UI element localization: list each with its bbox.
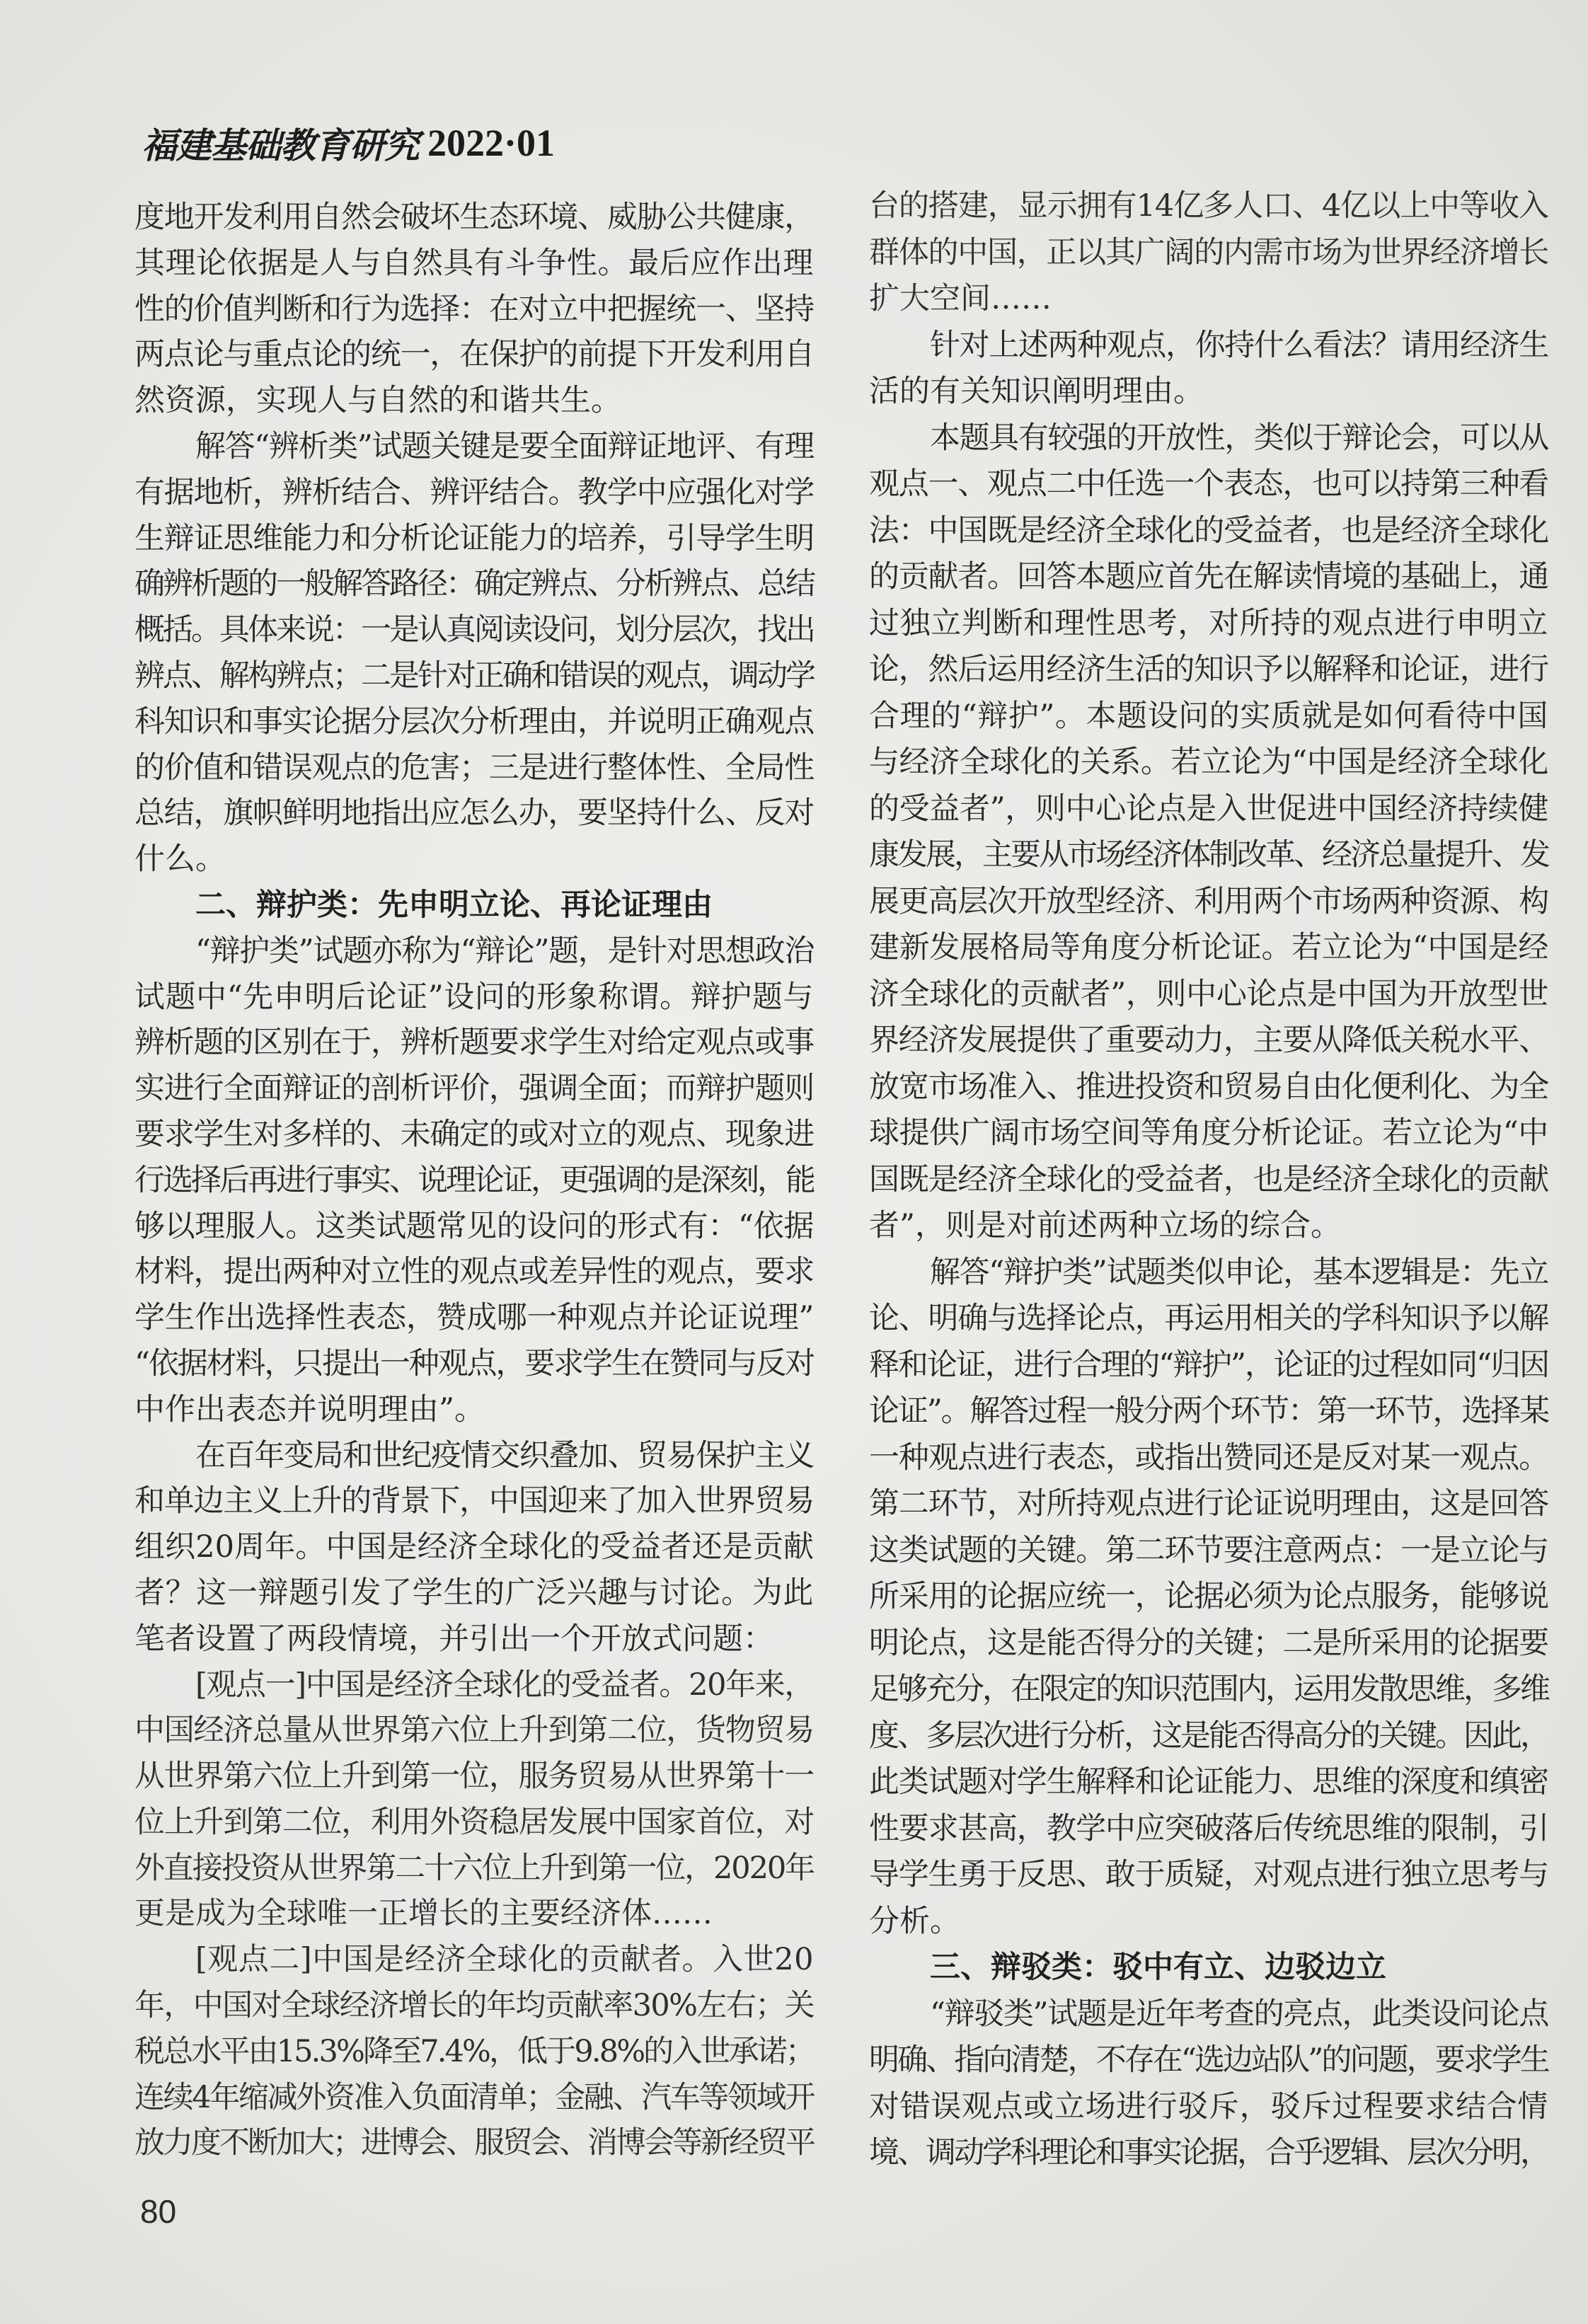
text-line: 建新发展格局等角度分析论证。若立论为“中国是经	[869, 930, 1548, 965]
body-paragraph	[134, 424, 814, 882]
text-line: 康发展，主要从市场经济体制改革、经济总量提升、发	[869, 837, 1548, 873]
section-heading	[134, 882, 814, 928]
text-line: 确辨析题的一般解答路径：确定辨点、分析辨点、总结	[134, 566, 814, 602]
text-line: 论，然后运用经济生活的知识予以解释和论证，进行	[869, 652, 1548, 687]
text-line: 中作出表态并说明理由”。	[134, 1391, 485, 1427]
text-line: 放力度不断加大；进博会、服贸会、消博会等新经贸平	[134, 2125, 814, 2161]
text-line: 活的有关知识阐明理由。	[869, 374, 1204, 409]
text-line: 本题具有较强的开放性，类似于辩论会，可以从	[930, 420, 1548, 456]
section-heading	[869, 1945, 1548, 1991]
text-line: 国既是经济全球化的受益者，也是经济全球化的贡献	[869, 1161, 1548, 1197]
section-heading-text: 二、辩护类：先申明立论、再论证理由	[195, 887, 713, 923]
text-line: 笔者设置了两段情境，并引出一个开放式问题：	[134, 1621, 773, 1657]
text-line: 法：中国既是经济全球化的受益者，也是经济全球化	[869, 512, 1548, 548]
text-line: 解答“辩护类”试题类似申论，基本逻辑是：先立	[930, 1254, 1548, 1290]
text-line: 合理的“辩护”。本题设问的实质就是如何看待中国	[869, 698, 1548, 734]
text-line: “辩驳类”试题是近年考查的亮点，此类设问论点	[930, 1996, 1548, 2032]
text-line: 总结，旗帜鲜明地指出应怎么办，要坚持什么、反对	[134, 795, 814, 832]
text-line: 从世界第六位上升到第一位，服务贸易从世界第十一	[134, 1759, 814, 1795]
text-line: “依据材料，只提出一种观点，要求学生在赞同与反对	[134, 1345, 814, 1381]
body-paragraph	[869, 1991, 1548, 2177]
text-line: 试题中“先申明后论证”设问的形象称谓。辩护题与	[134, 979, 814, 1015]
text-line: 年，中国对全球经济增长的年均贡献率30%左右；关	[134, 1988, 814, 2024]
text-line: 针对上述两种观点，你持什么看法？请用经济生	[930, 327, 1548, 363]
text-line: 什么。	[134, 841, 226, 878]
text-line: 解答“辨析类”试题关键是要全面辩证地评、有理	[195, 428, 814, 464]
body-paragraph	[869, 415, 1548, 1250]
text-line: 度、多层次进行分析，这是能否得高分的关键。因此，	[869, 1718, 1548, 1754]
text-line: 观点一、观点二中任选一个表态，也可以持第三种看	[869, 466, 1548, 502]
text-line: 税总水平由15.3%降至7.4%，低于9.8%的入世承诺；	[134, 2033, 814, 2069]
text-line: 位上升到第二位，利用外资稳居发展中国家首位，对	[134, 1804, 814, 1840]
text-line: 连续4年缩减外资准入负面清单；金融、汽车等领域开	[134, 2079, 814, 2115]
viewpoint-quote	[134, 1937, 814, 2166]
text-line: 概括。具体来说：一是认真阅读设问，划分层次，找出	[134, 612, 814, 648]
text-line: 明确、指向清楚，不存在“选边站队”的问题，要求学生	[869, 2042, 1548, 2078]
text-line: [观点一]中国是经济全球化的受益者。20年来，	[195, 1667, 814, 1703]
text-line: 分析。	[869, 1903, 960, 1939]
page-number: 80	[140, 2193, 177, 2230]
body-paragraph	[869, 1250, 1548, 1945]
text-line: 球提供广阔市场空间等角度分析论证。若立论为“中	[869, 1115, 1548, 1151]
text-line: 境、调动学科理论和事实论据，合乎逻辑、层次分明，	[869, 2135, 1548, 2170]
text-line: 和单边主义上升的背景下，中国迎来了加入世界贸易	[134, 1483, 814, 1519]
text-line: 论、明确与选择论点，再运用相关的学科知识予以解	[869, 1301, 1548, 1336]
text-line: 放宽市场准入、推进投资和贸易自由化便利化、为全	[869, 1069, 1548, 1105]
text-line: 群体的中国，正以其广阔的内需市场为世界经济增长	[869, 234, 1548, 270]
text-line: 导学生勇于反思、敢于质疑，对观点进行独立思考与	[869, 1857, 1548, 1892]
right-column	[869, 183, 1548, 2177]
text-line: 材料，提出两种对立性的观点或差异性的观点，要求	[134, 1254, 814, 1290]
text-line: 行选择后再进行事实、说理论证，更强调的是深刻，能	[134, 1162, 814, 1198]
journal-title: 福建基础教育研究	[142, 125, 419, 166]
text-line: 的价值和错误观点的危害；三是进行整体性、全局性	[134, 749, 814, 786]
text-line: 此类试题对学生解释和论证能力、思维的深度和缜密	[869, 1764, 1548, 1800]
text-line: 辨点、解构辨点；二是针对正确和错误的观点，调动学	[134, 657, 814, 694]
text-line: 然资源，实现人与自然的和谐共生。	[134, 383, 621, 419]
issue-number: 2022·01	[427, 122, 556, 164]
text-line: 所采用的论据应统一，论据必须为论点服务，能够说	[869, 1579, 1548, 1614]
text-line: 的受益者”，则中心论点是入世促进中国经济持续健	[869, 790, 1548, 827]
text-line: 辨析题的区别在于，辨析题要求学生对给定观点或事	[134, 1025, 814, 1061]
text-line: 足够充分，在限定的知识范围内，运用发散思维，多维	[869, 1672, 1548, 1707]
text-line: [观点二]中国是经济全球化的贡献者。入世20	[195, 1942, 814, 1978]
text-line: 界经济发展提供了重要动力，主要从降低关税水平、	[869, 1023, 1548, 1058]
text-line: 性要求甚高，教学中应突破落后传统思维的限制，引	[869, 1810, 1548, 1846]
text-line: 度地开发利用自然会破坏生态环境、威胁公共健康，	[134, 200, 814, 235]
text-line: 两点论与重点论的统一，在保护的前提下开发利用自	[134, 337, 814, 373]
text-line: 与经济全球化的关系。若立论为“中国是经济全球化	[869, 744, 1548, 780]
text-line: 有据地析，辨析结合、辨评结合。教学中应强化对学	[134, 474, 814, 510]
text-line: 中国经济总量从世界第六位上升到第二位，货物贸易	[134, 1713, 814, 1749]
text-line: 实进行全面辩证的剖析评价，强调全面；而辩护题则	[134, 1071, 814, 1107]
text-line: 过独立判断和理性思考，对所持的观点进行申明立	[869, 605, 1548, 641]
text-line: “辩护类”试题亦称为“辩论”题，是针对思想政治	[195, 933, 814, 969]
body-paragraph-continued	[134, 195, 814, 424]
text-line: 组织20周年。中国是经济全球化的受益者还是贡献	[134, 1529, 814, 1565]
text-line: 的贡献者。回答本题应首先在解读情境的基础上，通	[869, 559, 1548, 594]
text-line: 释和论证，进行合理的“辩护”，论证的过程如同“归因	[869, 1347, 1548, 1383]
text-line: 济全球化的贡献者”，则中心论点是中国为开放型世	[869, 976, 1548, 1012]
text-line: 更是成为全球唯一正增长的主要经济体……	[134, 1896, 713, 1932]
section-heading-text: 三、辩驳类：驳中有立、边驳边立	[930, 1950, 1386, 1985]
body-paragraph	[134, 1433, 814, 1662]
running-header	[142, 113, 555, 173]
text-line: 外直接投资从世界第二十六位上升到第一位，2020年	[134, 1850, 814, 1886]
text-line: 这类试题的关键。第二环节要注意两点：一是立论与	[869, 1532, 1548, 1568]
text-line: 在百年变局和世纪疫情交织叠加、贸易保护主义	[195, 1437, 814, 1473]
text-line: 其理论依据是人与自然具有斗争性。最后应作出理	[134, 245, 814, 281]
left-column	[134, 195, 814, 2166]
body-paragraph	[869, 323, 1548, 415]
text-line: 论证”。解答过程一般分两个环节：第一环节，选择某	[869, 1393, 1548, 1429]
text-line: 者”，则是对前述两种立场的综合。	[869, 1208, 1341, 1243]
text-line: 生辩证思维能力和分析论证能力的培养，引导学生明	[134, 520, 814, 556]
text-line: 够以理服人。这类试题常见的设问的形式有：“依据	[134, 1208, 814, 1244]
body-paragraph	[134, 928, 814, 1433]
viewpoint-quote-continued	[869, 183, 1548, 323]
text-line: 第二环节，对所持观点进行论证说明理由，这是回答	[869, 1486, 1548, 1521]
text-line: 台的搭建，显示拥有14亿多人口、4亿以上中等收入	[869, 188, 1548, 224]
text-line: 要求学生对多样的、未确定的或对立的观点、现象进	[134, 1116, 814, 1152]
text-line: 扩大空间……	[869, 281, 1052, 316]
text-line: 对错误观点或立场进行驳斥，驳斥过程要求结合情	[869, 2088, 1548, 2124]
text-line: 学生作出选择性表态，赞成哪一种观点并论证说理”	[134, 1300, 814, 1336]
text-line: 科知识和事实论据分层次分析理由，并说明正确观点	[134, 703, 814, 740]
text-line: 明论点，这是能否得分的关键；二是所采用的论据要	[869, 1625, 1548, 1661]
viewpoint-quote	[134, 1662, 814, 1938]
text-line: 者？这一辩题引发了学生的广泛兴趣与讨论。为此	[134, 1575, 814, 1611]
text-line: 性的价值判断和行为选择：在对立中把握统一、坚持	[134, 291, 814, 327]
text-line: 一种观点进行表态，或指出赞同还是反对某一观点。	[869, 1439, 1548, 1475]
text-line: 展更高层次开放型经济、利用两个市场两种资源、构	[869, 883, 1548, 919]
